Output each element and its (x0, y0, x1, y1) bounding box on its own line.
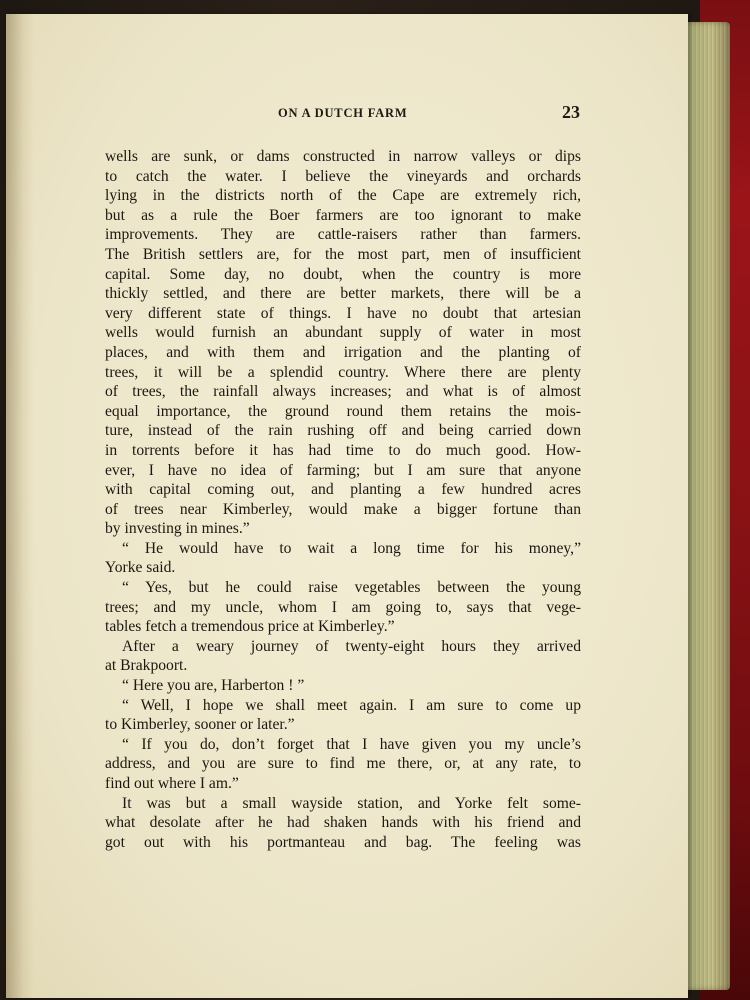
running-head: ON A DUTCH FARM (278, 106, 408, 120)
book-page (6, 14, 688, 998)
text-line: ture, instead of the rain rushing off and being carried down (105, 422, 581, 440)
text-line: with capital coming out, and planting a few hundred acres (105, 481, 581, 499)
text-line: equal importance, the ground round them retains the mois- (105, 402, 581, 420)
text-line: “ If you do, don’t forget that I have given you my uncle’s (122, 735, 581, 753)
text-line: The British settlers are, for the most part, men of insufficient (105, 245, 581, 263)
text-line: thickly settled, and there are better markets, there will be a (105, 285, 581, 303)
text-line: places, and with them and irrigation and the planting of (105, 343, 581, 361)
text-line: “ Yes, but he could raise vegetables between the young (122, 579, 581, 597)
text-line: After a weary journey of twenty-eight hours they arrived (122, 637, 581, 655)
text-line: It was but a small wayside station, and Yorke felt some- (122, 794, 581, 812)
text-line: by investing in mines.” (105, 520, 250, 538)
text-line: but as a rule the Boer farmers are too ignorant to make (105, 206, 581, 224)
text-line: to Kimberley, sooner or later.” (105, 716, 295, 734)
text-line: “ Here you are, Harberton ! ” (122, 677, 305, 695)
text-line: got out with his portmanteau and bag. The feeling was (105, 833, 581, 851)
text-line: wells would furnish an abundant supply of water in most (105, 324, 581, 342)
text-line: trees, it will be a splendid country. Where there are plenty (105, 363, 581, 381)
text-line: Yorke said. (105, 559, 176, 577)
page-edges (684, 22, 730, 990)
page-header (6, 102, 688, 126)
text-line: of trees, the rainfall always increases; and what is of almost (105, 383, 581, 401)
text-line: improvements. They are cattle-raisers rather than farmers. (105, 226, 581, 244)
page-number: 23 (562, 102, 580, 122)
text-line: in torrents before it has had time to do much good. How- (105, 441, 581, 459)
text-line: what desolate after he had shaken hands with his friend and (105, 814, 581, 832)
text-line: lying in the districts north of the Cape are extremely rich, (105, 187, 581, 205)
text-line: to catch the water. I believe the vineyards and orchards (105, 167, 581, 185)
text-line: find out where I am.” (105, 775, 239, 792)
text-line: trees; and my uncle, whom I am going to, says that vege- (105, 598, 581, 616)
text-line: capital. Some day, no doubt, when the country is more (105, 265, 581, 283)
text-line: tables fetch a tremendous price at Kimberley.” (105, 618, 395, 636)
text-line: “ Well, I hope we shall meet again. I am sure to come up (122, 696, 581, 714)
body-text (105, 147, 581, 852)
text-line: at Brakpoort. (105, 657, 188, 675)
text-line: of trees near Kimberley, would make a bigger fortune than (105, 500, 581, 518)
text-line: “ He would have to wait a long time for his money,” (122, 539, 581, 557)
text-line: ever, I have no idea of farming; but I am sure that anyone (105, 461, 581, 479)
text-line: wells are sunk, or dams constructed in narrow valleys or dips (105, 148, 581, 165)
text-line: very different state of things. I have no doubt that artesian (105, 304, 581, 322)
text-line: address, and you are sure to find me there, or, at any rate, to (105, 755, 581, 773)
